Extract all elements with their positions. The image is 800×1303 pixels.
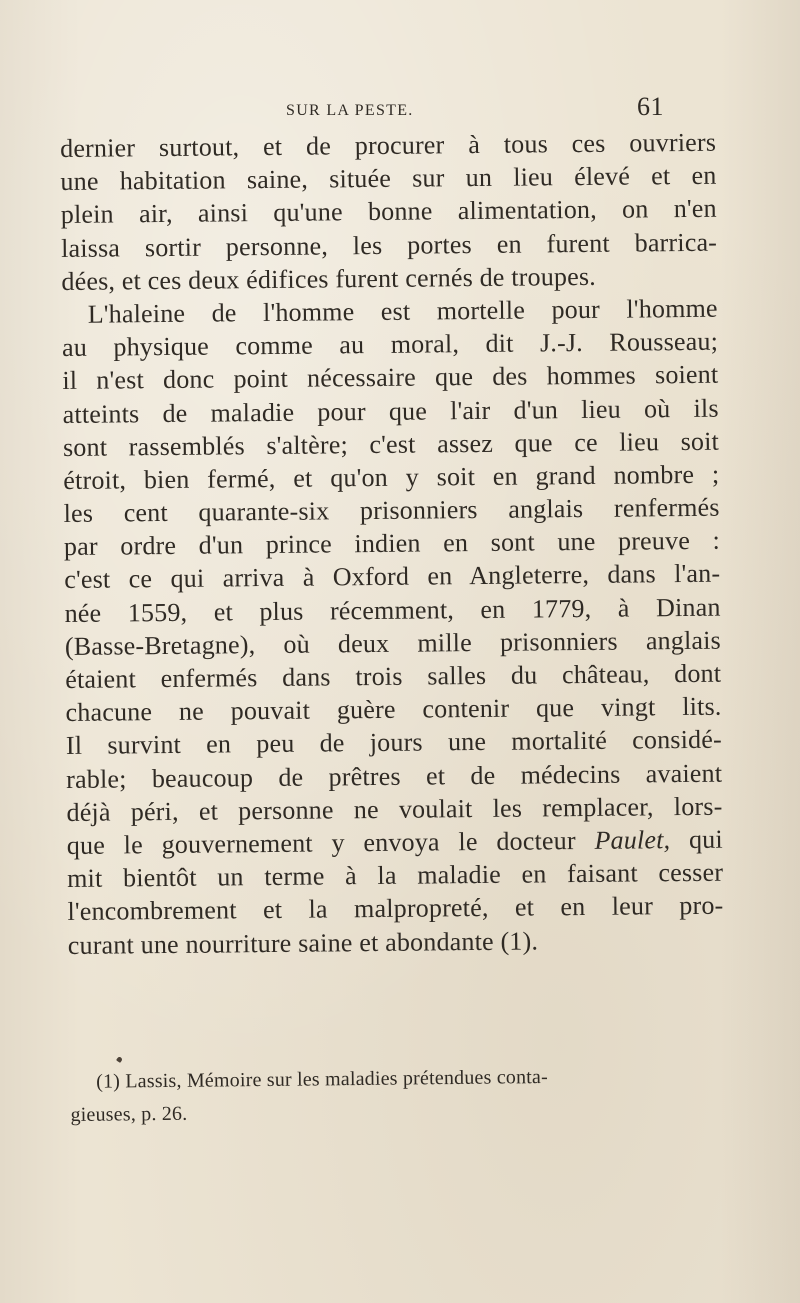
text-line: les cent quarante-six prisonniers anglais renfermés [63,492,720,529]
text-line: sont rassemblés s'altère; c'est assez que ce lieu soit [62,426,720,462]
text-line: atteints de maladie pour que l'air d'un lieu où ils [62,393,719,429]
page-number: 61 [637,92,664,121]
running-title: SUR LA PESTE. [286,102,414,119]
text-line: dées, et ces deux édifices furent cernés de troupes. [61,261,597,296]
italic-name: Paulet, [594,825,671,855]
text-segment: que le gouvernement y envoya le docteur [66,826,576,860]
text-line: étroit, bien fermé, et qu'on y soit en grand nombre ; [63,459,720,495]
text-line: plein air, ainsi qu'une bonne alimentation, on n'en [60,194,717,230]
text-line: Il survint en peu de jours une mortalité considé- [65,725,723,761]
text-line: il n'est donc point nécessaire que des hommes soient [62,360,719,396]
text-line: dernier surtout, et de procurer à tous ces ouvriers [60,127,717,163]
text-line: curant une nourriture saine et abondante (1). [67,925,539,960]
footnote-line: gieuses, p. 26. [70,1102,188,1126]
text-line: chacune ne pouvait guère contenir que vingt lits. [65,691,722,728]
text-line: au physique comme au moral, dit J.-J. Rousseau; [61,326,719,363]
paragraph-start-line: L'haleine de l'homme est mortelle pour l'homme [87,293,718,329]
footnote-line: (1) Lassis, Mémoire sur les maladies prétendues conta- [96,1065,549,1093]
text-line: déjà péri, et personne ne voulait les remplacer, lors- [66,791,723,827]
text-line: c'est ce qui arriva à Oxford en Angleterre, dans l'an- [64,559,721,595]
text-line: étaient enfermés dans trois salles du château, dont [65,658,722,694]
text-line: laissa sortir personne, les portes en furent barrica- [60,227,718,263]
text-line: une habitation saine, située sur un lieu élevé et en [60,160,717,197]
text-line: l'encombrement et la malpropreté, et en leur pro- [67,890,724,927]
running-head [286,92,706,122]
text-line: (Basse-Bretagne), où deux mille prisonniers anglais [64,625,722,661]
main-text [60,126,724,962]
text-line: née 1559, et plus récemment, en 1779, à Dinan [64,592,721,628]
text-segment: qui [688,824,723,854]
text-line: rable; beaucoup de prêtres et de médecins avaient [66,758,723,794]
text-line: mit bientôt un terme à la maladie en faisant cesser [67,857,724,894]
ink-mark [116,1056,123,1063]
footnote [70,1059,711,1132]
text-line: par ordre d'un prince indien en sont une preuve : [63,525,721,562]
